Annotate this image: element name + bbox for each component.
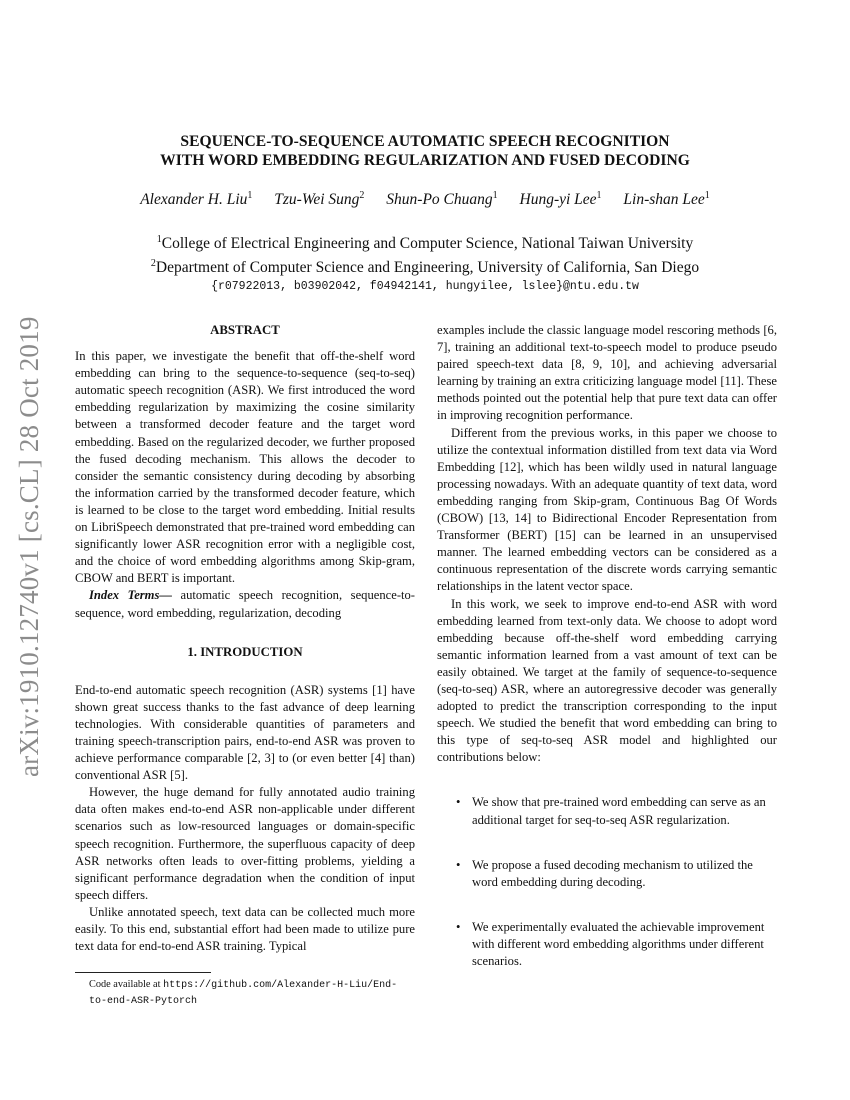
affiliation-2: $^2$Department of Computer Science and Engineering, University of California, San Diego [150, 257, 700, 276]
footnote-prefix: Code available at [89, 979, 164, 990]
intro-paragraph-1: End-to-end automatic speech recognition (ASR) systems [1] have shown great success thanks to the fast advance of deep learning technologies. With considerable quantities of parameters and training speech-transcription pairs, end-to-end ASR was proven to achieve performance comparable [2, 3] to (or even better [4] than) conventional ASR [5]. [75, 682, 415, 783]
index-terms-label: Index Terms— [89, 588, 172, 603]
bullet-icon: • [456, 919, 461, 934]
index-terms [75, 587, 415, 621]
contribution-item: • We propose a fused decoding mechanism to utilized the word embedding during decoding. [456, 857, 753, 889]
intro-paragraph-6: In this work, we seek to improve end-to-end ASR with word embedding learned from text-only data. We choose to adopt word embedding because off-the-shelf word embedding carrying semantic information learned from a vast amount of text can be easily obtained. We target at the family of sequence-to-sequence (seq-to-seq) ASR, where an autoregressive decoder was generally adopted to predict the transcription corresponding to the input speech. We studied the benefit that word embedding can bring to this type of seq-to-seq ASR model and highlighted our contributions below: [437, 596, 777, 765]
bullet-icon: • [456, 795, 461, 810]
contribution-item: • We experimentally evaluated the achievable improvement with different word embedding algorithms under different scenarios. [456, 919, 765, 968]
intro-paragraph-3: Unlike annotated speech, text data can be collected much more easily. To this end, substantial effort had been made to utilize pure text data for end-to-end ASR training. Typical [75, 904, 415, 954]
arxiv-identifier-stamp [8, 300, 48, 780]
author: Tzu-Wei Sung$^2$ [274, 190, 365, 209]
abstract-heading: ABSTRACT [210, 323, 280, 337]
author-list [60, 190, 790, 209]
affiliation-1: $^1$College of Electrical Engineering and Computer Science, National Taiwan University [156, 234, 694, 253]
author-emails: {r07922013, b03902042, f04942141, hungyilee, lslee}@ntu.edu.tw [211, 280, 639, 294]
left-column [75, 322, 415, 955]
right-column [437, 322, 777, 998]
code-repository-link[interactable]: https://github.com/Alexander-H-Liu/End-to-end-ASR-Pytorch [89, 980, 398, 1007]
author: Hung-yi Lee$^1$ [519, 190, 602, 209]
index-terms-text: automatic speech recognition, sequence-to-sequence, word embedding, regularization, decoding [75, 588, 415, 620]
author: Lin-shan Lee$^1$ [623, 190, 710, 209]
intro-paragraph-2: However, the huge demand for fully annotated audio training data often makes end-to-end ASR non-applicable under different scenarios such as low-resourced languages or domain-specific speech recognition. Furthermore, the superfluous capacity of deep ASR networks often leads to over-fitting problems, yielding a significant performance degradation when the condition of input speech differs. [75, 785, 415, 902]
intro-paragraph-4: examples include the classic language model rescoring methods [6, 7], training an additional text-to-speech model to produce pseudo paired speech-text data [8, 9, 10], and achieving adversarial learning by training an extra criticizing language model [11]. These methods pointed out the potential help that pure text data can offer in improving recognition performance. [437, 323, 777, 423]
title-line-1: SEQUENCE-TO-SEQUENCE AUTOMATIC SPEECH RECOGNITION [180, 133, 670, 150]
contributions-list [437, 794, 777, 970]
author: Alexander H. Liu$^1$ [140, 190, 253, 209]
footnote-rule [75, 972, 211, 973]
arxiv-id-text: arXiv:1910.12740v1 [cs.CL] 28 Oct 2019 [14, 316, 44, 777]
paper-title [60, 132, 790, 170]
footnote [75, 972, 415, 1009]
abstract-text: In this paper, we investigate the benefit that off-the-shelf word embedding can bring to the sequence-to-sequence (seq-to-seq) automatic speech recognition (ASR). We first introduced the word embedding regularization by maximizing the cosine similarity between a transformed decoder feature and the target word embedding. Based on the regularized decoder, we further proposed the fused decoding mechanism. This allows the decoder to consider the semantic consistency during decoding by absorbing the information carried by the transformed decoder feature, which is learned to be close to the target word embedding. Initial results on LibriSpeech demonstrated that pre-trained word embedding can significantly lower ASR recognition error with a negligible cost, and the choice of word embedding algorithms among Skip-gram, CBOW and BERT is important. [75, 349, 415, 586]
bullet-icon: • [456, 857, 461, 872]
affiliations [60, 230, 790, 296]
title-line-2: WITH WORD EMBEDDING REGULARIZATION AND FUSED DECODING [160, 152, 690, 169]
intro-paragraph-5: Different from the previous works, in this paper we choose to utilize the contextual information distilled from text data via Word Embedding [12], which has been wildly used in natural language processing nowadays. With an adequate quantity of text data, word embedding ranging from Skip-gram, Continuous Bag Of Words (CBOW) [13, 14] to Bidirectional Encoder Representation from Transformer (BERT) [15] can be learned in an unsupervised manner. The learned embedding vectors can be considered as a continuous representation of the discrete words carrying semantic relationships in the latent vector space. [437, 425, 777, 594]
author: Shun-Po Chuang$^1$ [386, 190, 498, 209]
introduction-heading: 1. INTRODUCTION [187, 644, 303, 659]
contribution-item: • We show that pre-trained word embedding can serve as an additional target for seq-to-seq ASR regularization. [456, 795, 766, 827]
